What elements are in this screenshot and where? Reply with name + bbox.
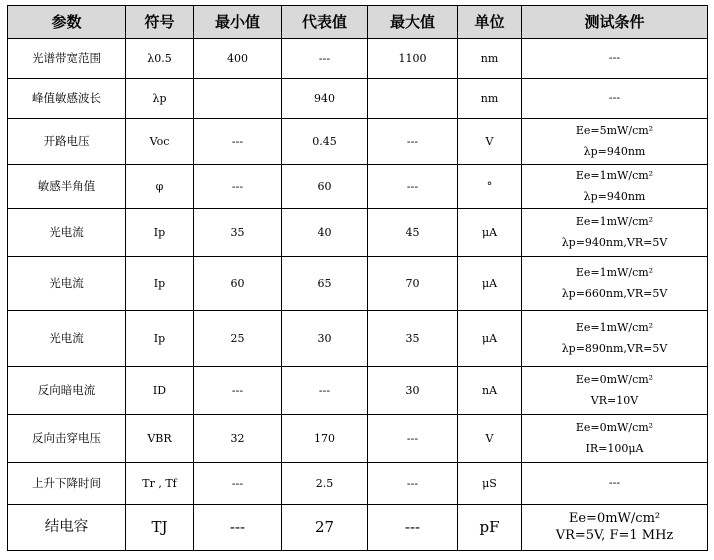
typ-cell: 30 xyxy=(282,311,368,367)
condition-cell xyxy=(522,79,708,119)
table-row xyxy=(8,415,708,463)
table-row xyxy=(8,119,708,165)
param-cell: 光电流 xyxy=(8,209,126,257)
symbol-cell: Ip xyxy=(126,311,194,367)
param-cell: 光电流 xyxy=(8,257,126,311)
max-cell: --- xyxy=(368,119,458,165)
param-cell: 峰值敏感波长 xyxy=(8,79,126,119)
condition-line: --- xyxy=(608,476,621,490)
unit-cell: V xyxy=(458,119,522,165)
symbol-cell: λ0.5 xyxy=(126,39,194,79)
table-row xyxy=(8,367,708,415)
condition-line: λp=940nm xyxy=(583,189,646,203)
condition-line: Ee=0mW/cm² xyxy=(575,421,654,435)
table-row xyxy=(8,39,708,79)
condition-line: VR=10V xyxy=(590,393,639,407)
min-cell: --- xyxy=(194,165,282,209)
table-row xyxy=(8,463,708,505)
condition-cell xyxy=(522,367,708,415)
condition-cell xyxy=(522,39,708,79)
typ-cell: --- xyxy=(282,39,368,79)
max-cell: 35 xyxy=(368,311,458,367)
param-cell: 光电流 xyxy=(8,311,126,367)
condition-line: λp=940nm xyxy=(583,144,646,158)
max-cell: 70 xyxy=(368,257,458,311)
unit-cell: μA xyxy=(458,311,522,367)
typ-cell: 170 xyxy=(282,415,368,463)
condition-line: Ee=5mW/cm² xyxy=(575,124,654,138)
unit-cell: pF xyxy=(458,505,522,551)
unit-cell: μA xyxy=(458,257,522,311)
condition-line: IR=100μA xyxy=(585,441,644,455)
condition-line: Ee=1mW/cm² xyxy=(575,266,654,280)
max-cell: 45 xyxy=(368,209,458,257)
unit-cell: nA xyxy=(458,367,522,415)
symbol-cell: VBR xyxy=(126,415,194,463)
min-cell: 60 xyxy=(194,257,282,311)
header-unit: 单位 xyxy=(458,6,522,39)
condition-cell xyxy=(522,257,708,311)
header-max: 最大值 xyxy=(368,6,458,39)
condition-line: Ee=1mW/cm² xyxy=(575,321,654,335)
typ-cell: 2.5 xyxy=(282,463,368,505)
unit-cell: nm xyxy=(458,39,522,79)
min-cell: 35 xyxy=(194,209,282,257)
param-cell: 结电容 xyxy=(8,505,126,551)
table-row xyxy=(8,505,708,551)
max-cell: --- xyxy=(368,463,458,505)
typ-cell: 40 xyxy=(282,209,368,257)
symbol-cell: TJ xyxy=(126,505,194,551)
max-cell: --- xyxy=(368,505,458,551)
min-cell xyxy=(194,79,282,119)
param-cell: 反向暗电流 xyxy=(8,367,126,415)
condition-line: Ee=0mW/cm² xyxy=(575,373,654,387)
table-row xyxy=(8,79,708,119)
condition-cell xyxy=(522,311,708,367)
condition-line: λp=660nm,VR=5V xyxy=(561,286,668,300)
condition-cell xyxy=(522,415,708,463)
symbol-cell: ID xyxy=(126,367,194,415)
header-condition: 测试条件 xyxy=(522,6,708,39)
table-row xyxy=(8,165,708,209)
unit-cell: μS xyxy=(458,463,522,505)
condition-line: Ee=1mW/cm² xyxy=(575,215,654,229)
symbol-cell: Tr , Tf xyxy=(126,463,194,505)
param-cell: 光谱带宽范围 xyxy=(8,39,126,79)
min-cell: 400 xyxy=(194,39,282,79)
min-cell: 32 xyxy=(194,415,282,463)
header-param: 参数 xyxy=(8,6,126,39)
typ-cell: 65 xyxy=(282,257,368,311)
min-cell: --- xyxy=(194,119,282,165)
condition-cell xyxy=(522,209,708,257)
condition-line: Ee=0mW/cm² xyxy=(568,510,661,526)
condition-cell xyxy=(522,119,708,165)
typ-cell: 60 xyxy=(282,165,368,209)
header-symbol: 符号 xyxy=(126,6,194,39)
typ-cell: 0.45 xyxy=(282,119,368,165)
param-cell: 敏感半角值 xyxy=(8,165,126,209)
max-cell: 1100 xyxy=(368,39,458,79)
spec-table xyxy=(7,5,708,551)
symbol-cell: Ip xyxy=(126,209,194,257)
symbol-cell: Voc xyxy=(126,119,194,165)
param-cell: 开路电压 xyxy=(8,119,126,165)
max-cell xyxy=(368,79,458,119)
min-cell: --- xyxy=(194,367,282,415)
typ-cell: 27 xyxy=(282,505,368,551)
condition-line: --- xyxy=(608,91,621,105)
table-row xyxy=(8,311,708,367)
max-cell: --- xyxy=(368,415,458,463)
condition-line: --- xyxy=(608,51,621,65)
unit-cell: nm xyxy=(458,79,522,119)
min-cell: --- xyxy=(194,505,282,551)
header-min: 最小值 xyxy=(194,6,282,39)
symbol-cell: φ xyxy=(126,165,194,209)
table-row xyxy=(8,257,708,311)
condition-cell xyxy=(522,165,708,209)
param-cell: 上升下降时间 xyxy=(8,463,126,505)
condition-line: λp=940nm,VR=5V xyxy=(561,235,668,249)
typ-cell: --- xyxy=(282,367,368,415)
condition-line: VR=5V, F=1 MHz xyxy=(555,527,674,543)
unit-cell: μA xyxy=(458,209,522,257)
header-typ: 代表值 xyxy=(282,6,368,39)
condition-cell xyxy=(522,505,708,551)
symbol-cell: λp xyxy=(126,79,194,119)
header-row xyxy=(8,6,708,39)
param-cell: 反向击穿电压 xyxy=(8,415,126,463)
symbol-cell: Ip xyxy=(126,257,194,311)
unit-cell: ° xyxy=(458,165,522,209)
min-cell: 25 xyxy=(194,311,282,367)
max-cell: 30 xyxy=(368,367,458,415)
condition-line: Ee=1mW/cm² xyxy=(575,169,654,183)
condition-cell xyxy=(522,463,708,505)
condition-line: λp=890nm,VR=5V xyxy=(561,341,668,355)
table-row xyxy=(8,209,708,257)
min-cell: --- xyxy=(194,463,282,505)
unit-cell: V xyxy=(458,415,522,463)
max-cell: --- xyxy=(368,165,458,209)
typ-cell: 940 xyxy=(282,79,368,119)
